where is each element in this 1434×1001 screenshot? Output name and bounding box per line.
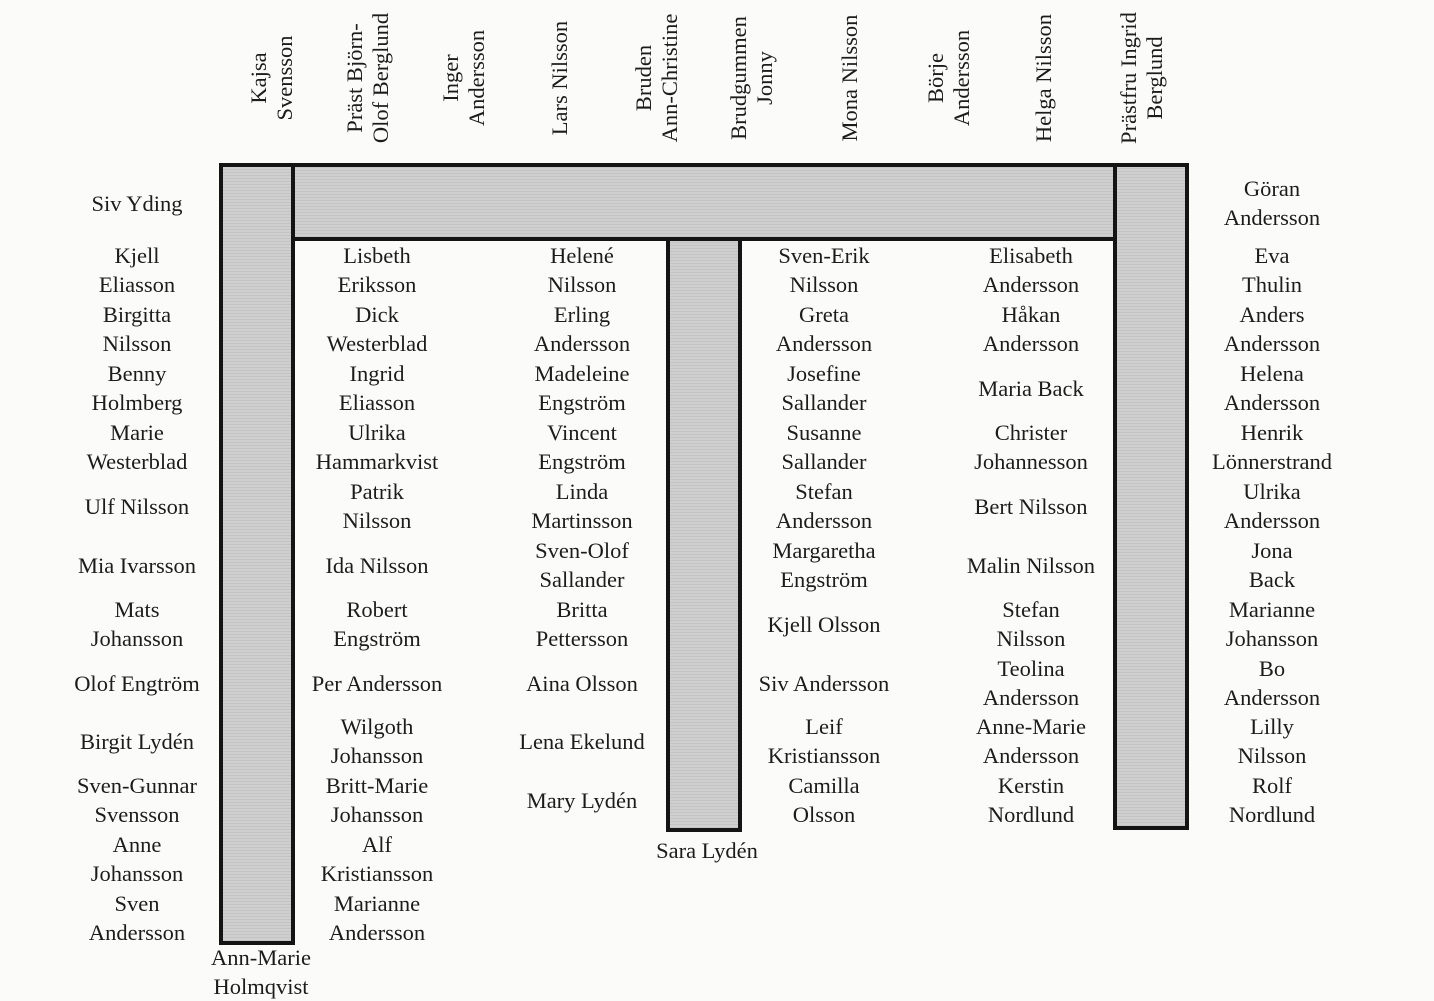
center-right-guest: Leif Kristiansson [767, 714, 881, 768]
right-outer-guest: Eva Thulin [1242, 243, 1302, 297]
left-outer-guest: Birgitta Nilsson [102, 302, 172, 356]
right-outer-guest: Helena Andersson [1223, 361, 1321, 415]
head-table-guest: Präst Björn- Olof Berglund [342, 12, 393, 144]
center-right-guest: Kjell Olsson [767, 611, 881, 637]
right-outer-guest: Göran Andersson [1223, 176, 1321, 230]
center-left-guest: Erling Andersson [533, 302, 631, 356]
left-inner-guest: Britt-Marie Johansson [325, 773, 429, 827]
center-right-guest: Josefine Sallander [781, 361, 867, 415]
left-outer-guest: Olof Engtröm [74, 670, 200, 696]
right-outer-guest: Jona Back [1248, 538, 1296, 592]
left-outer-guest: Sven-Gunnar Svensson [77, 773, 197, 827]
left-inner-guest: Ingrid Eliasson [338, 361, 416, 415]
right-inner-guest: Christer Johannesson [974, 420, 1088, 474]
center-right-guest: Margaretha Engström [772, 538, 876, 592]
head-table-guest: Mona Nilsson [837, 14, 862, 142]
right-inner-guest: Bert Nilsson [974, 493, 1088, 519]
right-outer-guest: Lilly Nilsson [1237, 714, 1307, 768]
center-left-guest: Britta Pettersson [535, 597, 629, 651]
left-outer-guest: Ulf Nilsson [84, 493, 190, 519]
left-inner-guest: Lisbeth Eriksson [337, 243, 417, 297]
left-table-end-guest: Ann-Marie Holmqvist [211, 945, 311, 999]
left-outer-guest: Siv Yding [91, 190, 183, 216]
right-outer-guest: Anders Andersson [1223, 302, 1321, 356]
left-inner-guest: Ida Nilsson [325, 552, 429, 578]
right-inner-guest: Malin Nilsson [966, 552, 1096, 578]
center-right-guest: Susanne Sallander [781, 420, 867, 474]
right-inner-guest: Håkan Andersson [982, 302, 1080, 356]
left-outer-guest: Mats Johansson [90, 597, 184, 651]
right-outer-guest: Rolf Nordlund [1228, 773, 1316, 827]
left-inner-guest: Alf Kristiansson [320, 832, 434, 886]
center-left-guest: Lena Ekelund [519, 728, 645, 754]
center-left-guest: Sven-Olof Sallander [535, 538, 629, 592]
center-left-guest: Helené Nilsson [547, 243, 617, 297]
head-table-guest: Prästfru Ingrid Berglund [1116, 12, 1167, 144]
right-inner-guest: Kerstin Nordlund [987, 773, 1075, 827]
left-outer-guest: Birgit Lydén [80, 728, 194, 754]
center-right-guest: Stefan Andersson [775, 479, 873, 533]
left-outer-guest: Mia Ivarsson [77, 552, 197, 578]
center-left-guest: Linda Martinsson [531, 479, 633, 533]
right-inner-guest: Elisabeth Andersson [982, 243, 1080, 297]
head-table-guest: Brudgummen Jonny [726, 16, 777, 140]
center-left-guest: Vincent Engström [538, 420, 626, 474]
head-table-guest: Bruden Ann-Christine [631, 13, 682, 143]
left-outer-guest: Benny Holmberg [91, 361, 183, 415]
center-table-end-guest: Sara Lydén [656, 837, 758, 863]
left-inner-guest: Wilgoth Johansson [330, 714, 424, 768]
left-outer-guest: Anne Johansson [90, 832, 184, 886]
left-inner-guest: Robert Engström [333, 597, 421, 651]
right-inner-guest: Stefan Nilsson [996, 597, 1066, 651]
head-table-guest: Lars Nilsson [547, 20, 572, 136]
left-outer-guest: Kjell Eliasson [98, 243, 176, 297]
left-inner-guest: Patrik Nilsson [342, 479, 412, 533]
center-left-guest: Madeleine Engström [534, 361, 630, 415]
center-right-guest: Sven-Erik Nilsson [778, 243, 870, 297]
left-inner-guest: Ulrika Hammarkvist [315, 420, 439, 474]
right-inner-guest: Teolina Andersson [982, 656, 1080, 710]
left-inner-guest: Dick Westerblad [326, 302, 428, 356]
left-outer-guest: Sven Andersson [88, 891, 186, 945]
center-right-guest: Camilla Olsson [788, 773, 860, 827]
right-outer-guest: Bo Andersson [1223, 656, 1321, 710]
left-outer-guest: Marie Westerblad [86, 420, 188, 474]
right-outer-guest: Ulrika Andersson [1223, 479, 1321, 533]
center-left-guest: Mary Lydén [526, 787, 638, 813]
center-left-guest: Aina Olsson [526, 670, 638, 696]
left-inner-guest: Per Andersson [311, 670, 443, 696]
head-table-guest: Börje Andersson [923, 29, 974, 127]
right-inner-guest: Maria Back [978, 375, 1084, 401]
right-outer-guest: Marianne Johansson [1225, 597, 1319, 651]
head-table-guest: Kajsa Svensson [246, 35, 297, 121]
center-right-guest: Greta Andersson [775, 302, 873, 356]
head-table-guest: Inger Andersson [438, 29, 489, 127]
right-outer-guest: Henrik Lönnerstrand [1212, 420, 1332, 474]
center-right-guest: Siv Andersson [758, 670, 890, 696]
head-table-guest: Helga Nilsson [1031, 13, 1056, 143]
left-inner-guest: Marianne Andersson [328, 891, 426, 945]
right-inner-guest: Anne-Marie Andersson [976, 714, 1086, 768]
